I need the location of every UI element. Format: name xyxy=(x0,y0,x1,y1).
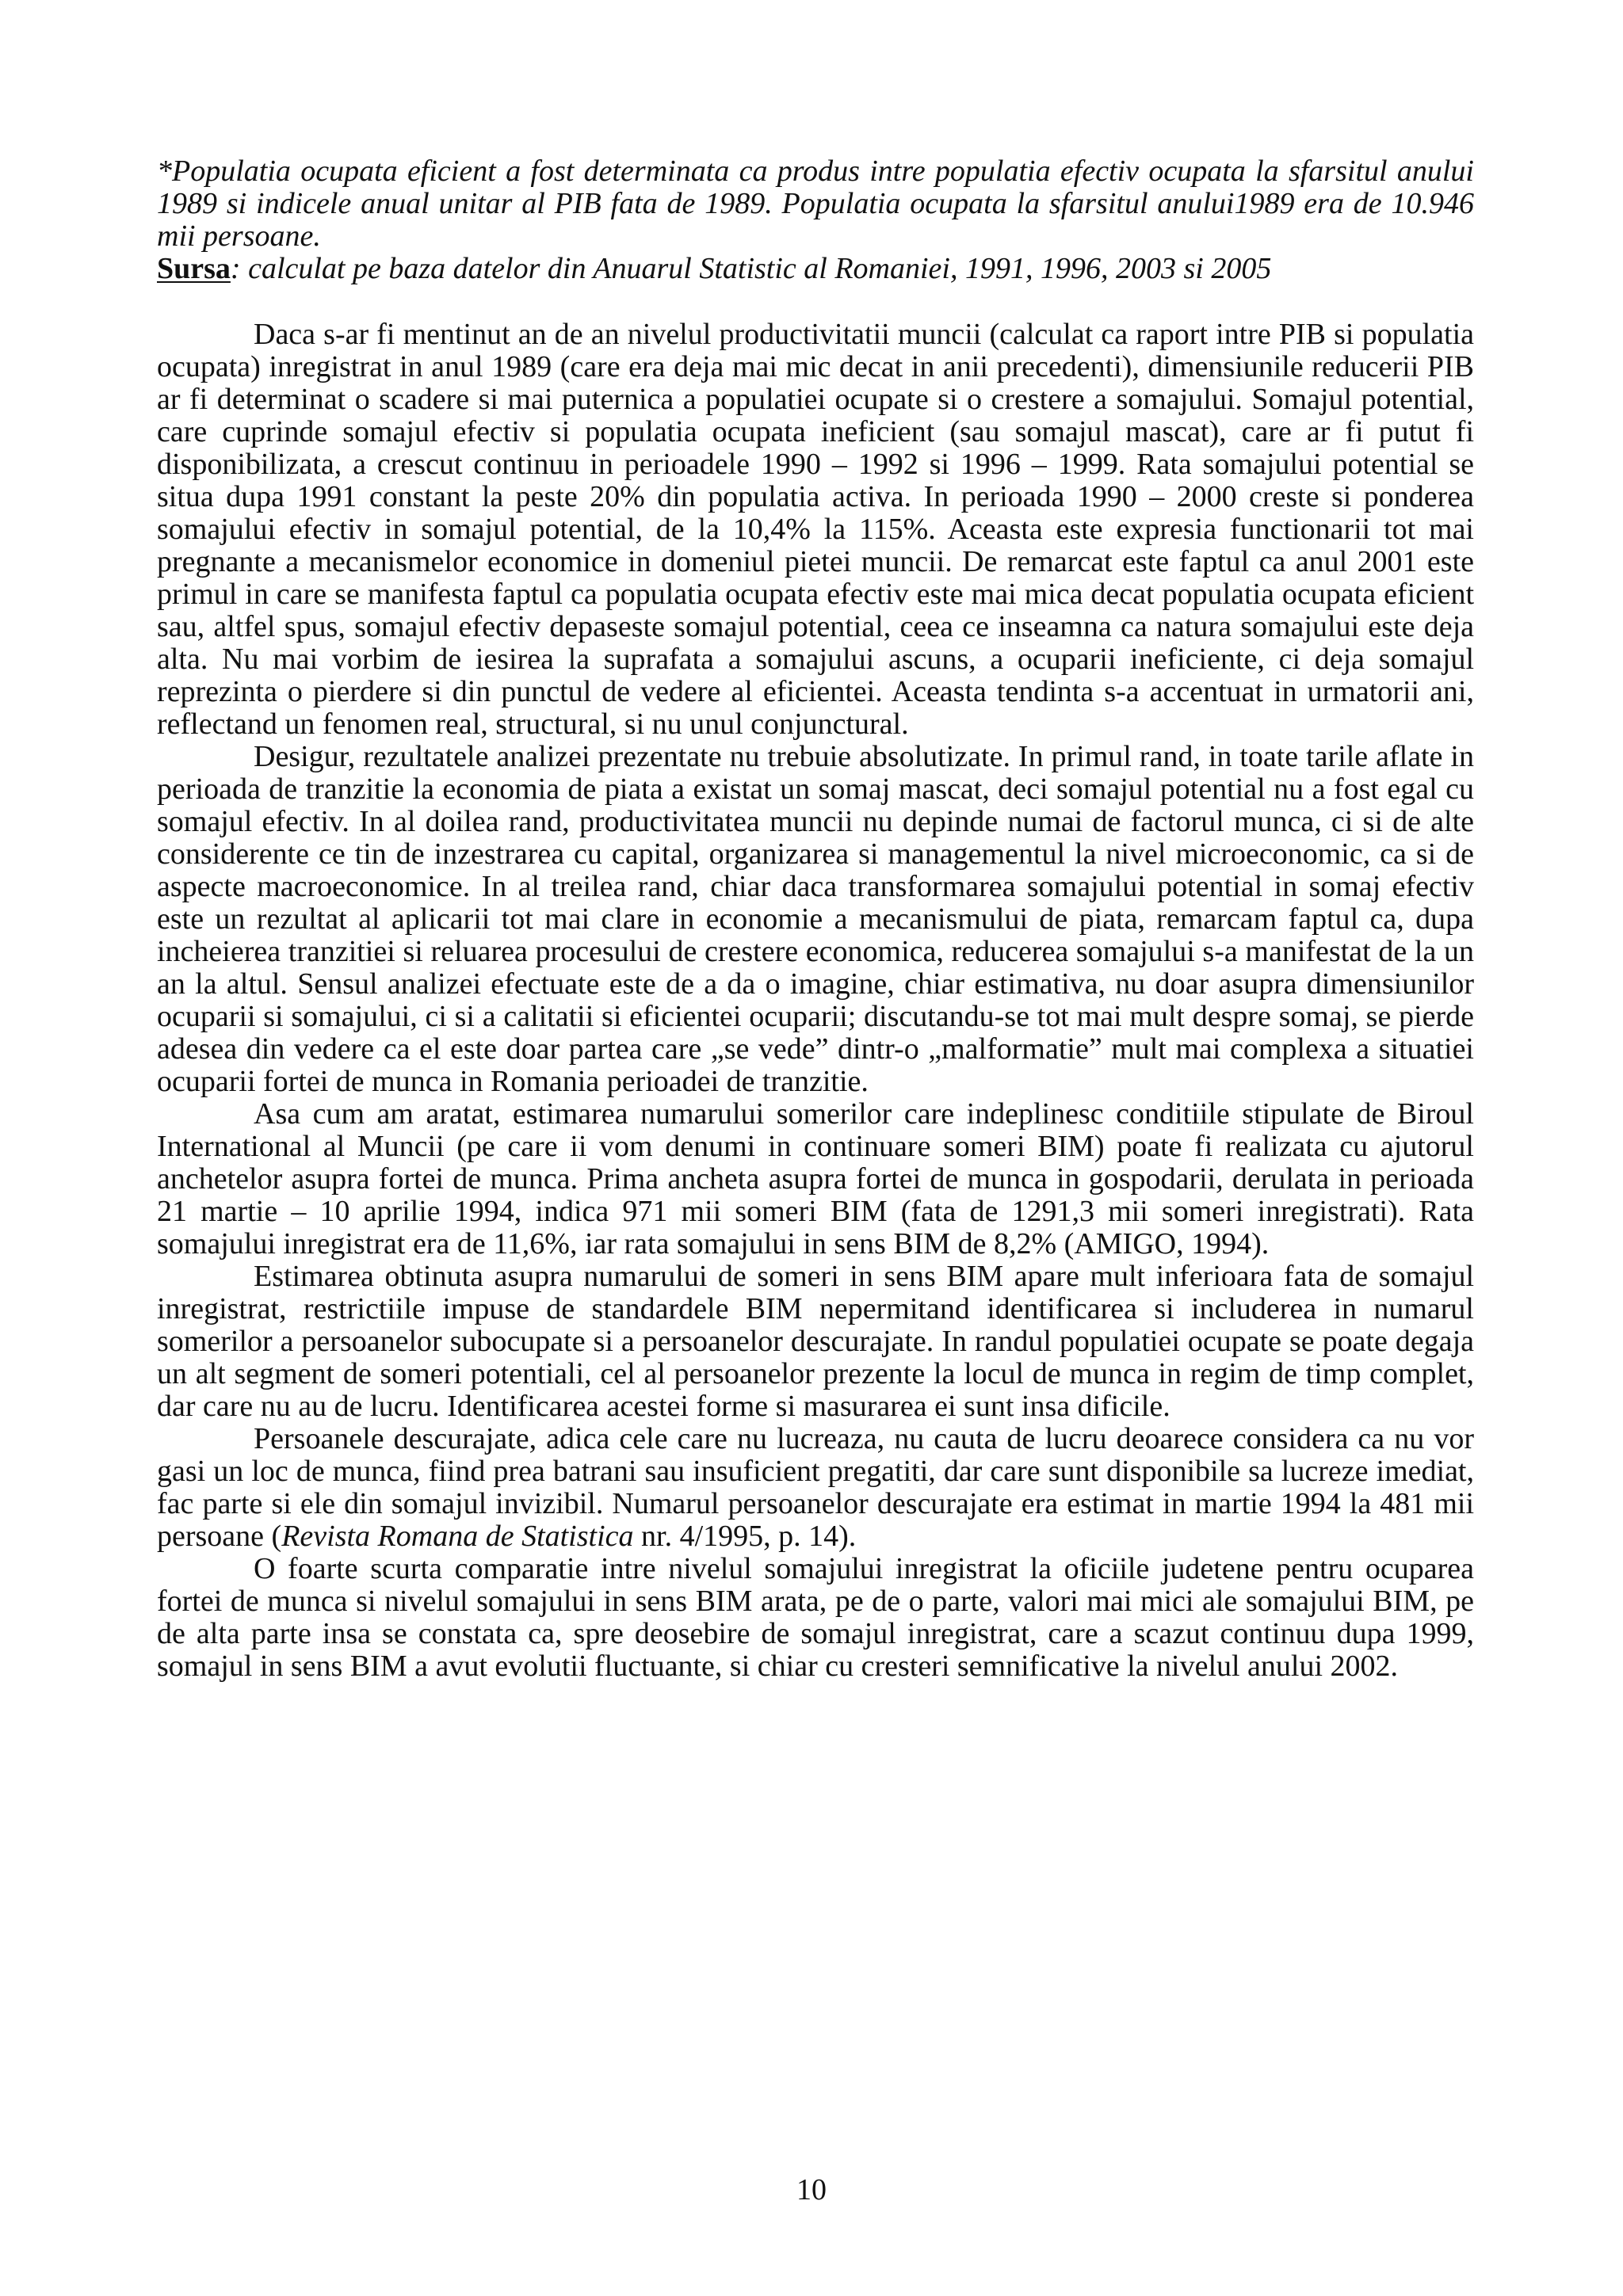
paragraph-2: Desigur, rezultatele analizei prezentate nu trebuie absolutizate. In primul rand, in toate tarile aflate in perioada de tranzitie la economia de piata a existat un somaj mascat, deci somajul potential nu a fost egal cu somajul efectiv. In al doilea rand, productivitatea muncii nu depinde numai de factorul munca, ci si de alte considerente ce tin de inzestrarea cu capital, organizarea si managementul la nivel microeconomic, ca si de aspecte macroeconomice. In al treilea rand, chiar daca transformarea somajului potential in somaj efectiv este un rezultat al aplicarii tot mai clare in economie a mecanismului de piata, remarcam faptul ca, dupa incheierea tranzitiei si reluarea procesului de crestere economica, reducerea somajului s-a manifestat de la un an la altul. Sensul analizei efectuate este de a da o imagine, chiar estimativa, nu doar asupra dimensiunilor ocuparii si somajului, ci si a calitatii si eficientei ocuparii; discutandu-se tot mai mult despre somaj, se pierde adesea din vedere ca el este doar partea care „se vede” dintr-o „malformatie” mult mai complexa a situatiei ocuparii fortei de munca in Romania perioadei de tranzitie. xyxy=(157,740,1474,1098)
source-text: : calculat pe baza datelor din Anuarul Statistic al Romaniei, 1991, 1996, 2003 si 2005 xyxy=(230,252,1272,285)
footnote-note: *Populatia ocupata eficient a fost determinata ca produs intre populatia efectiv ocupata la sfarsitul anului 1989 si indicele anual unitar al PIB fata de 1989. Populatia ocupata la sfarsitul anului1989 era de 10.946 mii persoane. xyxy=(157,154,1474,253)
paragraph-5-citation: nr. 4/1995, p. 14). xyxy=(633,1520,857,1553)
journal-title: Revista Romana de Statistica xyxy=(281,1520,634,1553)
paragraph-1: Daca s-ar fi mentinut an de an nivelul productivitatii muncii (calculat ca raport intre PIB si populatia ocupata) inregistrat in anul 1989 (care era deja mai mic decat in anii precedenti), dimensiunile reducerii PIB ar fi determinat o scadere si mai puternica a populatiei ocupate si o crestere a somajului. Somajul potential, care cuprinde somajul efectiv si populatia ocupata ineficient (sau somajul mascat), care ar fi putut fi disponibilizata, a crescut continuu in perioadele 1990 – 1992 si 1996 – 1999. Rata somajului potential se situa dupa 1991 constant la peste 20% din populatia activa. In perioada 1990 – 2000 creste si ponderea somajului efectiv in somajul potential, de la 10,4% la 115%. Aceasta este expresia functionarii tot mai pregnante a mecanismelor economice in domeniul pietei muncii. De remarcat este faptul ca anul 2001 este primul in care se manifesta faptul ca populatia ocupata efectiv este mai mica decat populatia ocupata eficient sau, altfel spus, somajul efectiv depaseste somajul potential, ceea ce inseamna ca natura somajului este deja alta. Nu mai vorbim de iesirea la suprafata a somajului ascuns, a ocuparii ineficiente, ci deja somajul reprezinta o pierdere si din punctul de vedere al eficientei. Aceasta tendinta s-a accentuat in urmatorii ani, reflectand un fenomen real, structural, si nu unul conjunctural. xyxy=(157,318,1474,741)
footnote-source xyxy=(157,253,1474,285)
paragraph-3: Asa cum am aratat, estimarea numarului somerilor care indeplinesc conditiile stipulate de Biroul International al Muncii (pe care ii vom denumi in continuare someri BIM) poate fi realizata cu ajutorul anchetelor asupra fortei de munca. Prima ancheta asupra fortei de munca in gospodarii, derulata in perioada 21 martie – 10 aprilie 1994, indica 971 mii someri BIM (fata de 1291,3 mii someri inregistrati). Rata somajului inregistrat era de 11,6%, iar rata somajului in sens BIM de 8,2% (AMIGO, 1994). xyxy=(157,1097,1474,1261)
paragraph-5 xyxy=(157,1423,1474,1553)
source-label: Sursa xyxy=(157,252,231,285)
table-footnote xyxy=(157,155,1474,285)
document-page xyxy=(157,155,1474,1683)
paragraph-6: O foarte scurta comparatie intre nivelul somajului inregistrat la oficiile judetene pentru ocuparea fortei de munca si nivelul somajului in sens BIM arata, pe de o parte, valori mai mici ale somajului BIM, pe de alta parte insa se constata ca, spre deosebire de somajul inregistrat, care a scazut continuu dupa 1999, somajul in sens BIM a avut evolutii fluctuante, si chiar cu cresteri semnificative la nivelul anului 2002. xyxy=(157,1552,1474,1683)
paragraph-5-text: Persoanele descurajate, adica cele care nu lucreaza, nu cauta de lucru deoarece considera ca nu vor gasi un loc de munca, fiind prea batrani sau insuficient pregatiti, dar care sunt disponibile sa lucreze imediat, fac parte si ele din somajul invizibil. Numarul persoanelor descurajate era estimat in martie 1994 la 481 mii persoane ( xyxy=(157,1422,1474,1553)
paragraph-4: Estimarea obtinuta asupra numarului de someri in sens BIM apare mult inferioara fata de somajul inregistrat, restrictiile impuse de standardele BIM nepermitand identificarea si includerea in numarul somerilor a persoanelor subocupate si a persoanelor descurajate. In randul populatiei ocupate se poate degaja un alt segment de someri potentiali, cel al persoanelor prezente la locul de munca in regim de timp complet, dar care nu au de lucru. Identificarea acestei forme si masurarea ei sunt insa dificile. xyxy=(157,1260,1474,1423)
page-number: 10 xyxy=(796,2173,827,2206)
body-text xyxy=(157,318,1474,1683)
